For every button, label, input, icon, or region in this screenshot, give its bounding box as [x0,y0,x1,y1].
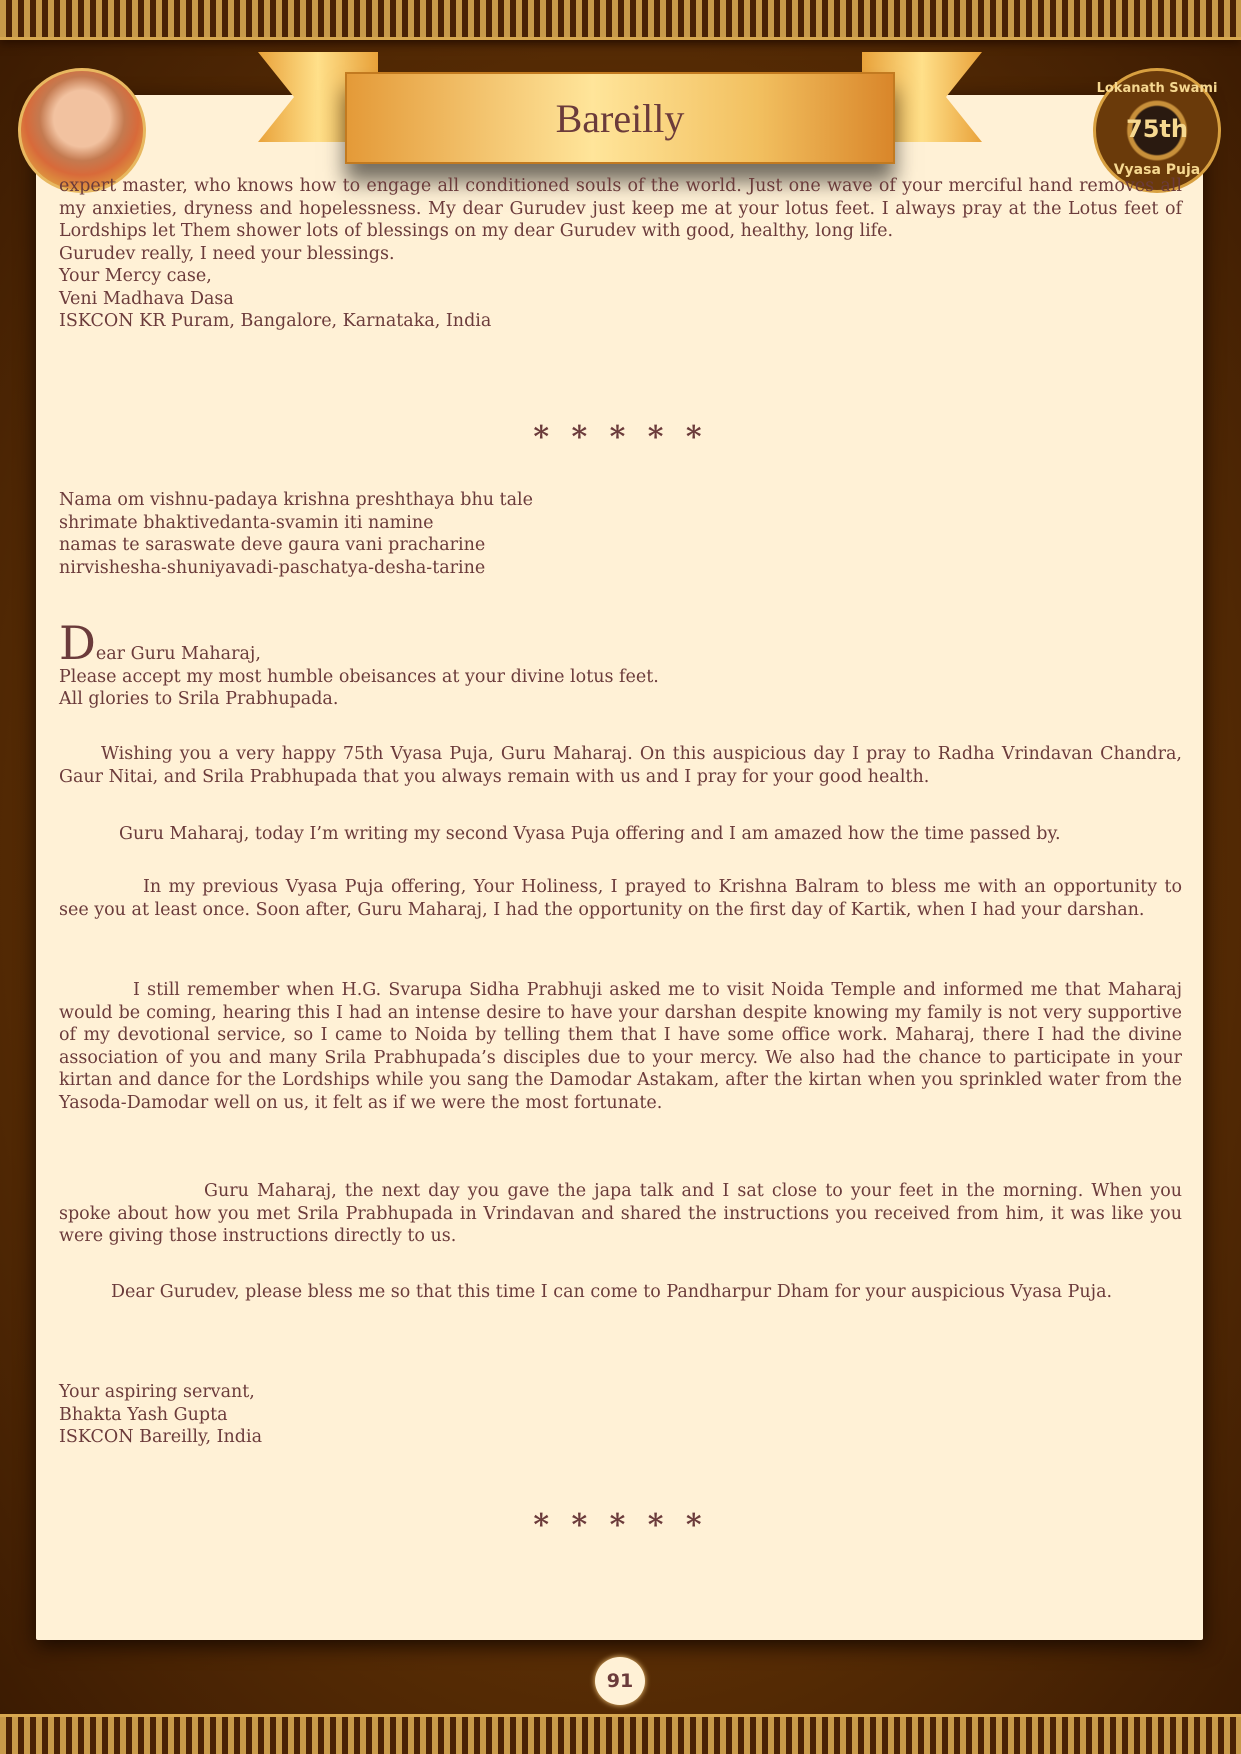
signature-location: ISKCON KR Puram, Bangalore, Karnataka, India [59,311,492,331]
mantra-line: shrimate bhaktivedanta-svamin iti namine [59,512,434,533]
separator: * * * * * [533,420,708,455]
signature-name: Bhakta Yash Gupta [59,1404,228,1425]
salutation [59,616,1182,711]
text-line: Gurudev really, I need your blessings. [59,243,395,264]
paragraph: In my previous Vyasa Puja offering, Your Holiness, I prayed to Krishna Balram to bless me with an opportunity to see you at least once. Soon after, Guru Maharaj, I had the opportunity on the first day of Kartik, when I had your darshan. [59,877,1182,920]
page-title: Bareilly [555,95,685,141]
drop-cap: D [59,616,96,670]
signature-name: Veni Madhava Dasa [59,288,234,309]
paragraph: I still remember when H.G. Svarupa Sidha Prabhuji asked me to visit Noida Temple and informed me that Maharaj would be coming, hearing this I had an intense desire to have your darshan despite knowing my family is not very supportive of my devotional service, so I came to Noida by telling them that I have some office work. Maharaj, there I had the divine association of you and many Srila Prabhupada’s disciples due to your mercy. We also had the chance to participate in your kirtan and dance for the Lordships while you sang the Damodar Astakam, after the kirtan when you sprinkled water from the Yasoda-Damodar well on us, it felt as if we were the most fortunate. [59,980,1182,1113]
salutation-text: ear Guru Maharaj, [95,644,261,664]
paragraph: Guru Maharaj, today I’m writing my second Vyasa Puja offering and I am amazed how the time passed by. [119,824,1061,844]
title-banner [345,72,895,164]
paragraph: Guru Maharaj, the next day you gave the japa talk and I sat close to your feet in the morning. When you spoke about how you met Srila Prabhupada in Vrindavan and shared the instructions you received from him, it was like you were giving those instructions directly to us. [59,1181,1182,1246]
text-line: Please accept my most humble obeisances at your divine lotus feet. [59,666,659,687]
decorative-border-bottom [0,1714,1241,1754]
letter1 [59,175,1182,333]
logo-number: 75th [1126,115,1188,143]
paragraph: Dear Gurudev, please bless me so that this time I can come to Pandharpur Dham for your auspicious Vyasa Puja. [111,1282,1113,1302]
separator: * * * * * [533,1508,708,1543]
text-line: Your aspiring servant, [59,1382,255,1402]
paragraph: Wishing you a very happy 75th Vyasa Puja, Guru Maharaj. On this auspicious day I pray to Radha Vrindavan Chandra, Gaur Nitai, and Srila Prabhupada that you always remain with us and I pray for your good health. [59,744,1182,787]
mantra-line: namas te saraswate deve gaura vani pracharine [59,535,486,555]
logo-bottom-text: Vyasa Puja [1113,162,1201,178]
decorative-border-top [0,0,1241,40]
logo-top-text: Lokanath Swami [1096,81,1218,96]
text-line: All glories to Srila Prabhupada. [59,689,339,709]
mantra [59,489,1182,579]
page-number: 91 [595,1657,645,1705]
paragraph: expert master, who knows how to engage all conditioned souls of the world. Just one wave of your merciful hand removes all my anxieties, dryness and hopelessness. My dear Gurudev just keep me at your lotus feet. I always pray at the Lotus feet of Lordships let Them shower lots of blessings on my dear Gurudev with good, healthy, long life. [59,176,1182,241]
mantra-line: Nama om vishnu-padaya krishna preshthaya bhu tale [59,490,533,510]
mantra-line: nirvishesha-shuniyavadi-paschatya-desha-tarine [59,557,486,578]
text-line: Your Mercy case, [59,266,212,286]
signature-location: ISKCON Bareilly, India [59,1427,263,1447]
closing [59,1381,1182,1449]
